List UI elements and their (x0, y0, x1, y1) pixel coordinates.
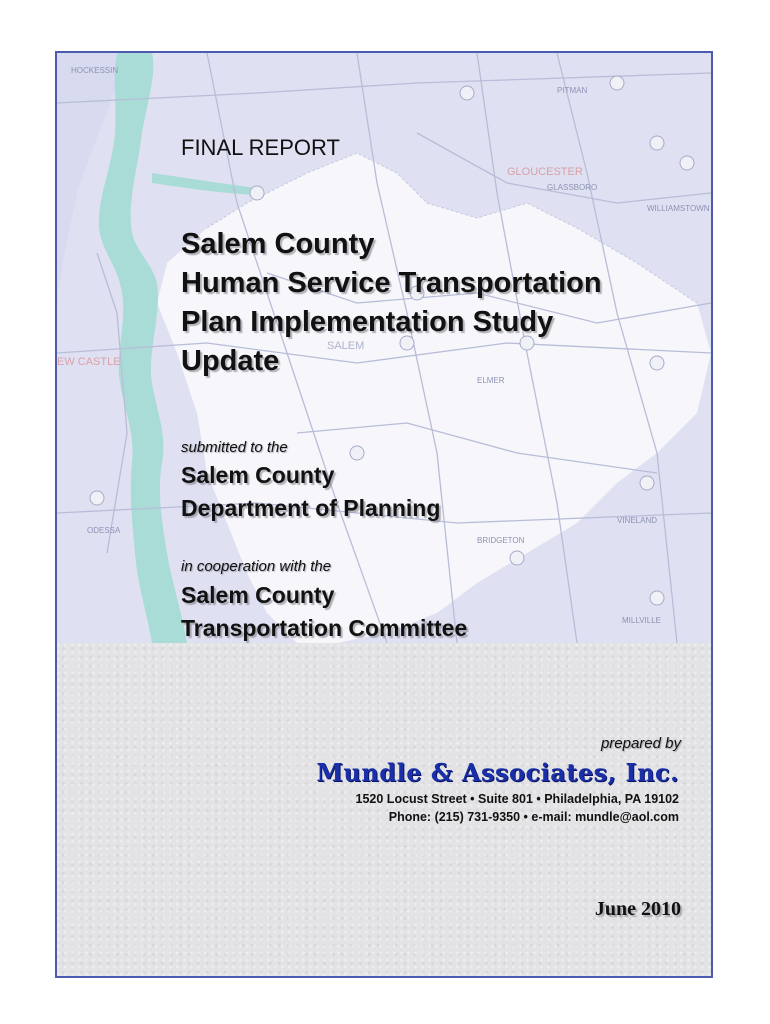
report-title (181, 225, 602, 381)
prepared-by-label: prepared by (600, 735, 681, 752)
svg-text:BRIDGETON: BRIDGETON (477, 536, 525, 545)
submitted-to-line: Department of Planning (181, 495, 441, 521)
report-date: June 2010 (594, 898, 681, 920)
submitted-label: submitted to the (181, 439, 288, 456)
svg-text:WILLIAMSTOWN: WILLIAMSTOWN (647, 204, 710, 213)
svg-text:ELMER: ELMER (477, 376, 505, 385)
cover-page (55, 51, 713, 978)
submitted-to-line: Salem County (181, 462, 335, 488)
title-line: Update (181, 345, 280, 377)
submitted-to (181, 459, 440, 525)
title-line: Human Service Transportation (181, 267, 602, 299)
firm-name: Mundle & Associates, Inc. (316, 758, 679, 787)
svg-text:ODESSA: ODESSA (87, 526, 121, 535)
svg-text:PITMAN: PITMAN (557, 86, 588, 95)
cooperation-line: Salem County (181, 582, 335, 608)
title-line: Plan Implementation Study (181, 306, 554, 338)
firm-address: 1520 Locust Street • Suite 801 • Philadelphia, PA 19102 (355, 792, 679, 806)
firm-contact: Phone: (215) 731-9350 • e-mail: mundle@aol.com (388, 810, 679, 824)
svg-text:VINELAND: VINELAND (617, 516, 658, 525)
svg-text:GLOUCESTER: GLOUCESTER (507, 166, 583, 178)
report-type: FINAL REPORT (181, 135, 340, 160)
svg-text:MILLVILLE: MILLVILLE (622, 616, 661, 625)
cooperation-with (181, 579, 467, 645)
cooperation-line: Transportation Committee (181, 615, 468, 641)
svg-text:SALEM: SALEM (327, 340, 365, 352)
cooperation-label: in cooperation with the (181, 558, 332, 575)
title-line: Salem County (181, 228, 375, 260)
svg-text:HOCKESSIN: HOCKESSIN (71, 66, 119, 75)
svg-text:GLASSBORO: GLASSBORO (547, 183, 598, 192)
svg-text:EW CASTLE: EW CASTLE (57, 356, 121, 368)
